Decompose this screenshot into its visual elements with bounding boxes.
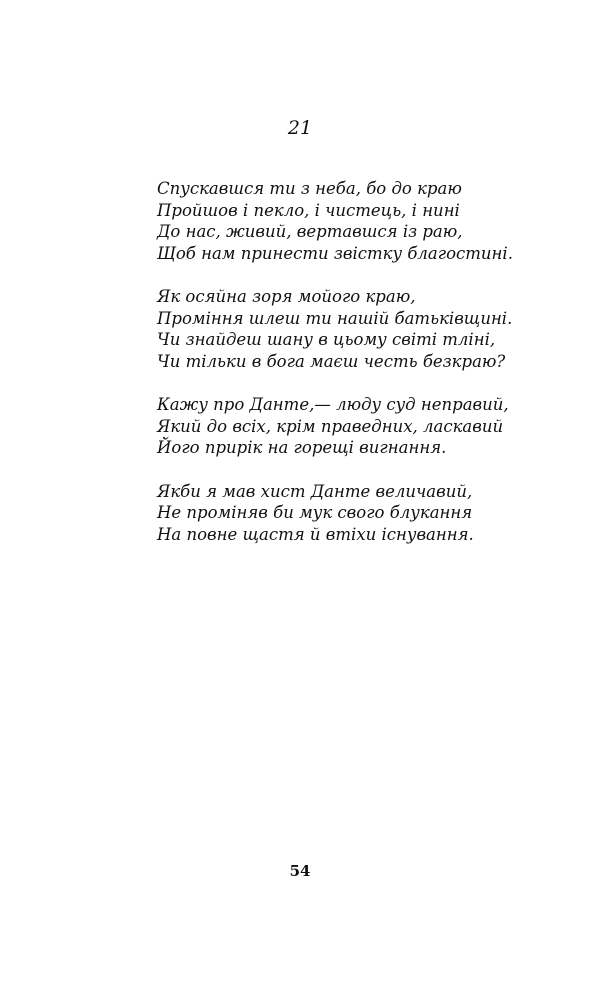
verse-line: Його прирік на горещі вигнання.	[157, 438, 447, 457]
verse-line: Спускавшся ти з неба, бо до краю	[157, 179, 462, 198]
poem-number: 21	[287, 117, 313, 139]
stanza-2	[157, 286, 577, 372]
verse-line: Щоб нам принести звістку благостині.	[157, 243, 513, 263]
poem-body	[157, 178, 577, 567]
verse-line: На повне щастя й втіхи існування.	[157, 524, 474, 544]
verse-line: Не проміняв би мук свого блукання	[157, 503, 473, 522]
verse-line: Чи тільки в бога маєш честь безкраю?	[157, 351, 506, 371]
verse-line: Пройшов і пекло, і чистець, і нині	[157, 200, 460, 220]
stanza-1	[157, 178, 577, 264]
verse-line: До нас, живий, вертавшся із раю,	[157, 222, 463, 241]
verse-line: Як осяйна зоря мойого краю,	[157, 287, 416, 306]
verse-line: Кажу про Данте,— люду суд неправий,	[157, 395, 509, 414]
stanza-4	[157, 481, 577, 546]
verse-line: Який до всіх, крім праведних, ласкавий	[157, 416, 504, 436]
page-number: 54	[289, 862, 311, 880]
stanza-3	[157, 394, 577, 459]
verse-line: Чи знайдеш шану в цьому світі тліні,	[157, 330, 496, 349]
verse-line: Якби я мав хист Данте величавий,	[157, 481, 473, 501]
verse-line: Проміння шлеш ти нашій батьківщині.	[157, 308, 513, 328]
